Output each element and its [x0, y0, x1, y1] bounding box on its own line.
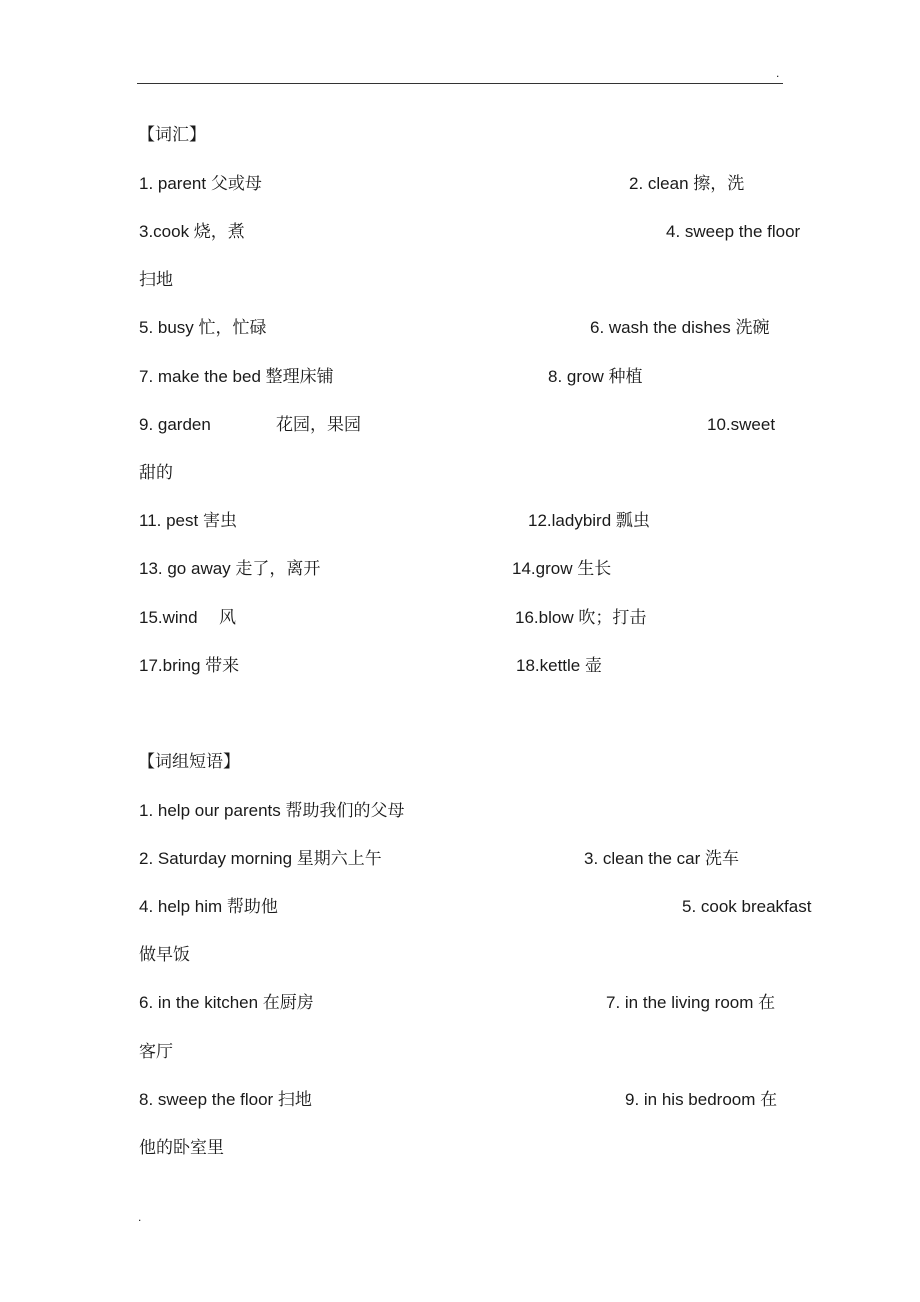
vocab-item: 5. busy 忙，忙碌	[139, 318, 267, 337]
vocab-item: 8. grow 种植	[548, 367, 643, 386]
phrase-item: 8. sweep the floor 扫地	[139, 1090, 312, 1109]
vocab-item: 4. sweep the floor	[666, 222, 801, 241]
vocab-item: 7. make the bed 整理床铺	[139, 367, 334, 386]
vocab-heading: 【词汇】	[138, 125, 206, 144]
phrase-item: 1. help our parents 帮助我们的父母	[139, 801, 405, 820]
vocab-item: 3.cook 烧，煮	[139, 222, 245, 241]
vocab-item: 6. wash the dishes 洗碗	[590, 318, 770, 337]
header-rule	[137, 83, 783, 84]
phrase-item: 2. Saturday morning 星期六上午	[139, 849, 382, 868]
phrases-heading: 【词组短语】	[138, 752, 240, 771]
phrase-item-continuation: 他的卧室里	[139, 1138, 224, 1157]
vocab-item: 2. clean 擦，洗	[629, 174, 745, 193]
phrase-item: 6. in the kitchen 在厨房	[139, 993, 314, 1012]
phrase-item: 4. help him 帮助他	[139, 897, 278, 916]
vocab-item: 11. pest 害虫	[139, 511, 237, 530]
vocab-item: 12.ladybird 瓢虫	[528, 511, 650, 530]
vocab-item: 14.grow 生长	[512, 559, 612, 578]
vocab-item-continuation: 甜的	[139, 463, 173, 482]
vocab-item: 18.kettle 壶	[516, 656, 602, 675]
vocab-item: 10.sweet	[707, 415, 776, 434]
phrase-item: 5. cook breakfast	[682, 897, 812, 916]
footer-dot: .	[138, 1210, 142, 1224]
vocab-item: 15.wind	[139, 608, 198, 627]
phrase-item-continuation: 客厅	[139, 1042, 173, 1061]
vocab-item: 9. garden	[139, 415, 211, 434]
vocab-item: 1. parent 父或母	[139, 174, 262, 193]
vocab-item: 16.blow 吹；打击	[515, 608, 647, 627]
vocab-item-meaning: 风	[219, 608, 236, 627]
vocab-item-continuation: 扫地	[139, 270, 173, 289]
vocab-item-meaning: 花园，果园	[276, 415, 361, 434]
vocab-item: 13. go away 走了，离开	[139, 559, 321, 578]
phrase-item: 3. clean the car 洗车	[584, 849, 739, 868]
phrase-item-continuation: 做早饭	[139, 945, 190, 964]
vocab-item: 17.bring 带来	[139, 656, 240, 675]
phrase-item: 9. in his bedroom 在	[625, 1090, 778, 1109]
phrase-item: 7. in the living room 在	[606, 993, 776, 1012]
header-dot: .	[776, 66, 780, 80]
